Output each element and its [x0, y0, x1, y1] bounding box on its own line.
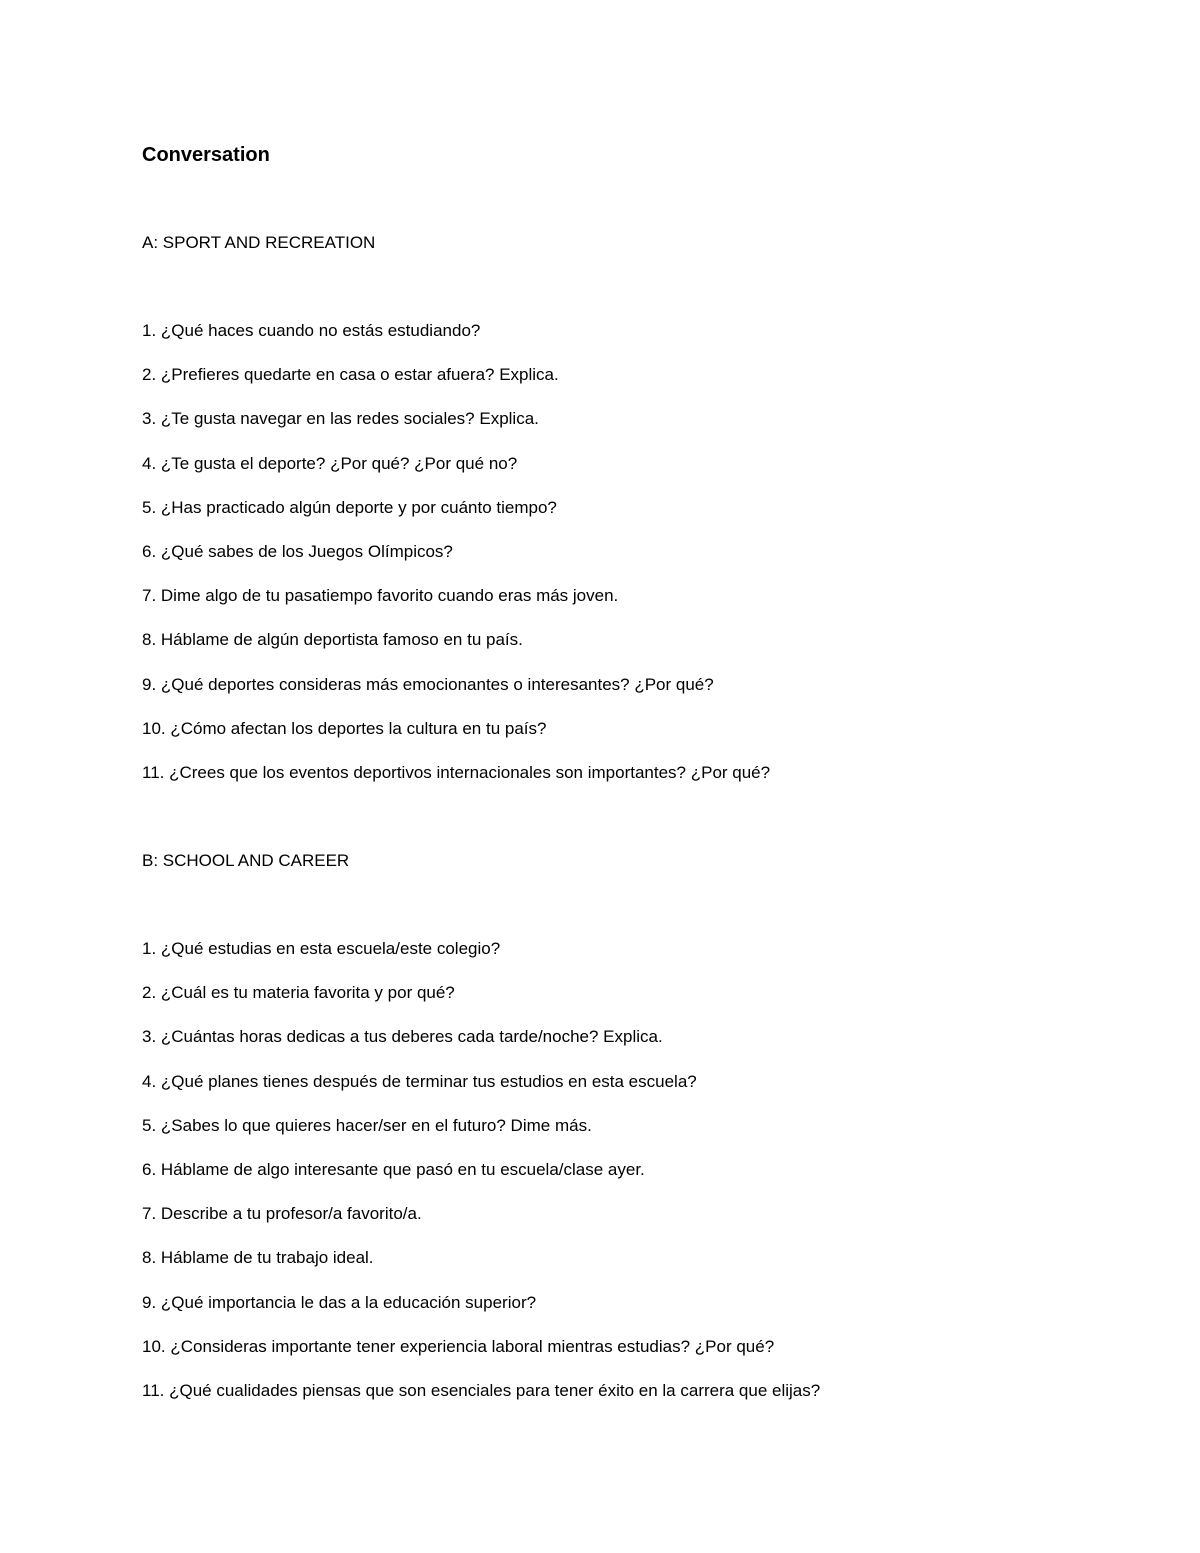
question-item: 7. Dime algo de tu pasatiempo favorito cuando eras más joven. [142, 586, 619, 606]
question-item: 5. ¿Sabes lo que quieres hacer/ser en el futuro? Dime más. [142, 1115, 592, 1135]
section-heading-sport-and-recreation: A: SPORT AND RECREATION [142, 233, 376, 252]
question-item: 9. ¿Qué importancia le das a la educación superior? [142, 1292, 537, 1312]
question-item: 11. ¿Crees que los eventos deportivos internacionales son importantes? ¿Por qué? [142, 762, 771, 782]
question-item: 6. Háblame de algo interesante que pasó en tu escuela/clase ayer. [142, 1159, 645, 1179]
question-list-school-and-career [142, 937, 1142, 1423]
question-item: 10. ¿Cómo afectan los deportes la cultura en tu país? [142, 718, 547, 738]
question-list-sport-and-recreation [142, 319, 1142, 805]
question-item: 5. ¿Has practicado algún deporte y por cuánto tiempo? [142, 497, 557, 517]
section-heading-school-and-career: B: SCHOOL AND CAREER [142, 851, 350, 870]
question-item: 6. ¿Qué sabes de los Juegos Olímpicos? [142, 541, 453, 561]
question-item: 3. ¿Te gusta navegar en las redes sociales? Explica. [142, 409, 539, 429]
question-item: 8. Háblame de tu trabajo ideal. [142, 1248, 374, 1268]
question-item: 4. ¿Te gusta el deporte? ¿Por qué? ¿Por qué no? [142, 453, 518, 473]
question-item: 1. ¿Qué estudias en esta escuela/este colegio? [142, 939, 501, 958]
question-item: 2. ¿Prefieres quedarte en casa o estar afuera? Explica. [142, 365, 559, 385]
question-item: 2. ¿Cuál es tu materia favorita y por qué? [142, 983, 455, 1003]
question-item: 11. ¿Qué cualidades piensas que son esenciales para tener éxito en la carrera que elijas? [142, 1380, 821, 1400]
question-item: 10. ¿Consideras importante tener experiencia laboral mientras estudias? ¿Por qué? [142, 1336, 775, 1356]
question-item: 3. ¿Cuántas horas dedicas a tus deberes cada tarde/noche? Explica. [142, 1027, 663, 1047]
document-title: Conversation [142, 144, 270, 166]
question-item: 8. Háblame de algún deportista famoso en tu país. [142, 630, 523, 650]
question-item: 9. ¿Qué deportes consideras más emocionantes o interesantes? ¿Por qué? [142, 674, 714, 694]
question-item: 7. Describe a tu profesor/a favorito/a. [142, 1204, 422, 1224]
question-item: 1. ¿Qué haces cuando no estás estudiando? [142, 321, 481, 340]
question-item: 4. ¿Qué planes tienes después de terminar tus estudios en esta escuela? [142, 1071, 697, 1091]
